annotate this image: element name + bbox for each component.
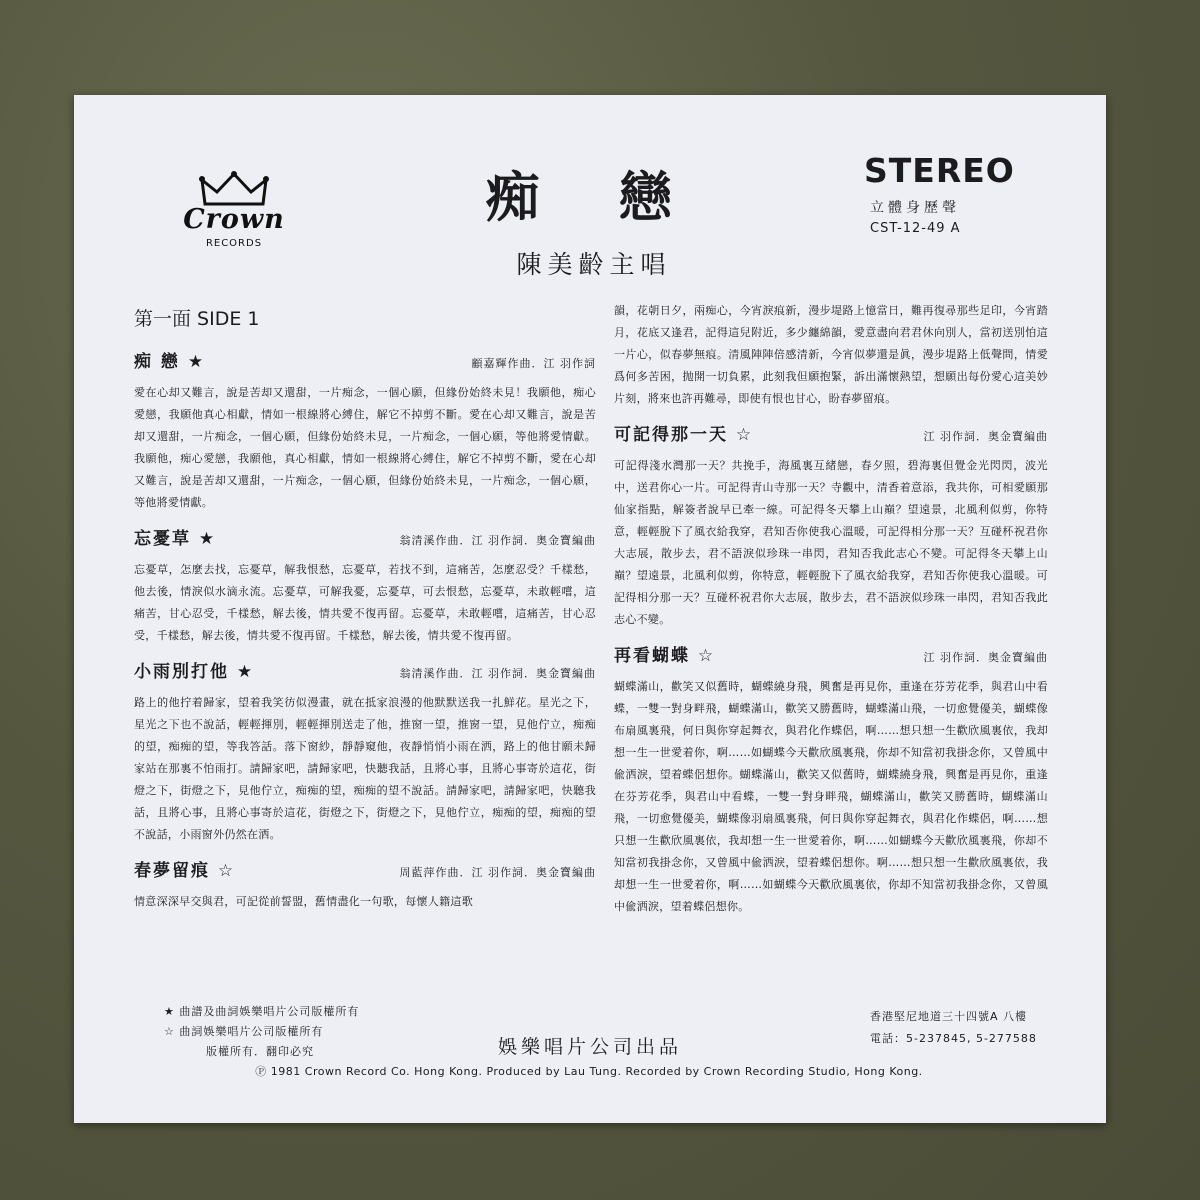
logo-wordmark: Crown [183, 204, 285, 235]
song-credit: 翁清溪作曲．江 羽作詞．奥金寶編曲 [399, 534, 596, 547]
song-block [134, 856, 596, 913]
song-lyrics: 忘憂草，怎麼去找，忘憂草，解我恨愁，忘憂草，若找不到，這痛苦，怎麼忍受？千樣愁，他去後，情淚似水滴永流。忘憂草，可解我憂，忘憂草，可去恨愁，忘憂草，未敢輕嚐，這痛苦，甘心忍受，千樣愁，解去後，情共愛不復再留。忘憂草，未敢輕嚐，這痛苦，甘心忍受，千樣愁，解去後，情共愛不復再留。千樣愁，解去後，情共愛不復再留。 [134, 563, 596, 642]
song-title: 小雨別打他 ★ [134, 662, 255, 682]
song-credit: 顧嘉輝作曲．江 羽作詞 [471, 357, 596, 370]
song-lyrics: 路上的他拧着歸家，望着我笑彷似漫畫，就在抵家浪漫的他默默送我一扎鮮花。星光之下，星光之下也不說話，輕輕揮別，輕輕揮別送走了他，推窗一望，推窗一望，見他佇立，痴痴的望，痴痴的望，等我答話。落下窗紗，靜靜窺他，夜靜悄悄小雨在洒，路上的他甘願未歸家站在那裏不怕雨打。請歸家吧，請歸家吧，快聽我話，且將心事，且將心事寄於這花，街燈之下，街燈之下，見他佇立，痴痴的望，痴痴的望不說話。請歸家吧，請歸家吧，快聽我話，且將心事，且將心事寄於這花，街燈之下，街燈之下，見他佇立，痴痴的望，痴痴的望不說話，小雨窗外仍然在洒。 [134, 696, 596, 841]
song-lyrics: 蝴蝶滿山，歡笑又似舊時，蝴蝶繞身飛，興奮是再見你，重逢在芬芳花季，與君山中看蝶，一雙一對身畔飛，蝴蝶滿山，歡笑又勝舊時，蝴蝶滿山飛，一切愈覺優美，蝴蝶像布扇風裏飛，何日與你穿起舞衣，與君化作蝶侶，啊……想只想一生歡欣風裏依，我却想一生一世愛着你，啊……如蝴蝶今天歡欣風裏飛，你却不知當初我掛念你，又曾風中偸洒淚，望着蝶侶想你。蝴蝶滿山，歡笑又似舊時，蝴蝶繞身飛，興奮是再見你，重逢在芬芳花季，與君山中看蝶，一雙一對身畔飛，蝴蝶滿山，歡笑又勝舊時，蝴蝶滿山飛，一切愈覺優美，蝴蝶像羽扇風裏飛，何日與你穿起舞衣，與君化作蝶侶，啊……想只想一生歡欣風裏依，我却想一生一世愛着你，啊……如蝴蝶今天歡欣風裏飛，你却不知當初我掛念你，又曾風中偸洒淚，望着蝶侶想你。啊……想只想一生歡欣風裏依，我却想一生一世愛着你，啊……如蝴蝶今天歡欣風裏依，你却不知當初我掛念你，又曾風中偸洒淚，望着蝶侶想你。 [614, 680, 1048, 913]
stereo-label: STEREO [864, 151, 1015, 190]
song-title: 痴 戀 ★ [134, 352, 206, 372]
stereo-subtitle: 立體身歷聲 [870, 200, 960, 216]
album-title: 痴 戀 [485, 165, 703, 229]
song-credit: 江 羽作詞．奥金寶編曲 [923, 651, 1048, 664]
song-block [614, 641, 1048, 918]
publisher: 娛樂唱片公司出品 [497, 1036, 682, 1058]
crown-icon [199, 170, 269, 208]
song-credit: 翁清溪作曲．江 羽作詞．奥金寶編曲 [399, 667, 596, 680]
footnote-open-star: ☆ 曲詞娛樂唱片公司版權所有 [164, 1025, 324, 1038]
song-lyrics-continuation: 韻，花朝日夕，兩痴心，今宵淚痕新，漫步堤路上憶當日，難再復尋那些足印，今宵踏月，花底又逢君，記得這兒附近，多少纏綿韻，愛意盡向君君休向別人，當初送別怕這一片心，似春夢無痕。清風陣陣倍感清新，今宵似夢還是眞，漫步堤路上低聲問，情愛爲何多苦困，抛開一切負累，此刻我但願抱緊，訴出滿懷熱望，想願出每份愛心這美妙片刻，將來也許再難尋，即使有恨也甘心，盼春夢留痕。 [614, 304, 1048, 405]
right-column [614, 300, 1048, 928]
song-title: 春夢留痕 ☆ [134, 861, 236, 881]
company-address: 香港堅尼地道三十四號A 八樓 [870, 1010, 1028, 1023]
catalog-number: CST-12-49 A [870, 221, 961, 236]
song-block [134, 347, 596, 514]
song-title: 可記得那一天 ☆ [614, 425, 754, 445]
song-lyrics: 愛在心却又難言，說是苦却又還甜，一片痴念，一個心願，但緣份始終未見！我願他，痴心愛戀，我願他真心相獻，情如一根線將心縛住，解它不掉剪不斷。愛在心却又難言，說是苦却又還甜，一片痴念，一個心願，但緣份始終未見，一片痴念，一個心願，等他將愛情獻。我願他，痴心愛戀，我願他，真心相獻，情如一根線將心縛住，解它不掉剪不斷，愛在心却又難言，說是苦却又還甜，一片痴念，一個心願，但緣份始終未見，一片痴念，一個心願，等他將愛情獻。 [134, 386, 596, 509]
song-block [614, 420, 1048, 631]
song-lyrics: 可記得淺水灣那一天？共挽手，海風裏互緒戀，春夕照，碧海裏但覺金光閃閃，波光中，送君你心一片。可記得青山寺那一天？寺觀中，清香着意添，我共你，可相愛願那仙家指點，解簽者說早已牽一線。可記得冬天攀上山巔？望遠景，北風利似剪，你特意，輕輕脫下了風衣給我穿，君知否你使我心溫暖，可記得相分那一天？互碰杯祝君你大志展，散步去，君不語淚似珍珠一串閃，君知否我此志心不變。可記得冬天攀上山巔？望遠景，北風利似剪，你特意，輕輕脫下了風衣給我穿，君知否你使我心溫暖。可記得相分那一天？互碰杯祝君你大志展，散步去，君不語淚似珍珠一串閃，君知否我此志心不變。 [614, 459, 1048, 626]
record-inner-sleeve [74, 95, 1106, 1123]
song-credit: 周藍萍作曲．江 羽作詞．奥金寶編曲 [399, 866, 596, 879]
footnote-rights: 版權所有．翻印必究 [206, 1045, 314, 1058]
song-block [134, 524, 596, 647]
left-column [134, 300, 596, 923]
song-credit: 江 羽作詞．奥金寶編曲 [923, 430, 1048, 443]
side-label: 第一面 SIDE 1 [134, 308, 260, 330]
singer-credit: 陳美齡主唱 [516, 250, 672, 279]
song-title: 忘憂草 ★ [134, 529, 217, 549]
logo-subtitle: RECORDS [205, 238, 263, 249]
song-block [134, 657, 596, 846]
company-phone: 電話：5-237845, 5-277588 [870, 1032, 1037, 1045]
song-lyrics: 情意深深早交與君，可記從前誓盟，舊情盡化一句歌，每懷人籍這歌 [134, 895, 473, 908]
footnote-star: ★ 曲譜及曲詞娛樂唱片公司版權所有 [164, 1005, 360, 1018]
crown-records-logo [154, 170, 314, 255]
song-title: 再看蝴蝶 ☆ [614, 646, 716, 666]
copyright-line: Ⓟ 1981 Crown Record Co. Hong Kong. Produced by Lau Tung. Recorded by Crown Recording Studio, Hong Kong. [255, 1065, 923, 1078]
